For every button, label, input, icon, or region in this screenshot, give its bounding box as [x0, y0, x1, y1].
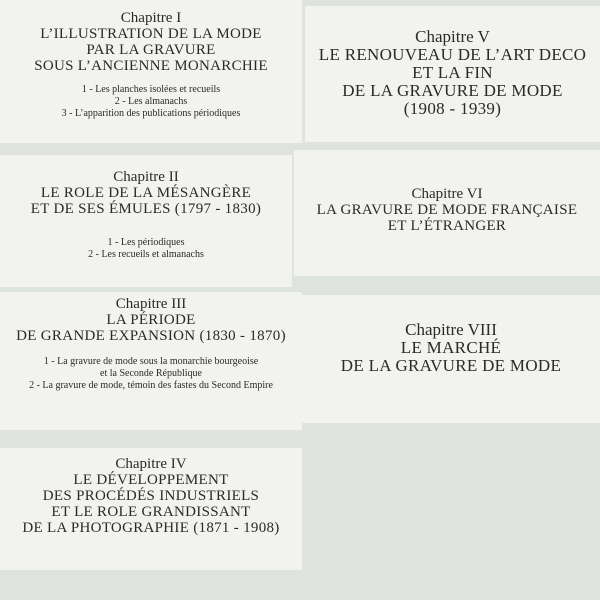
chapter-number: Chapitre VI [411, 186, 483, 202]
chapter-title-line: SOUS L’ANCIENNE MONARCHIE [34, 58, 268, 74]
chapter-number: Chapitre IV [115, 456, 187, 472]
subsection-item: 1 - La gravure de mode sous la monarchie bourgeoise [43, 356, 259, 367]
chapter-title-line: LE RENOUVEAU DE L’ART DECO [318, 45, 587, 64]
subsection-item: 2 - Les almanachs [114, 96, 188, 107]
chapter-title-line: ET L’ÉTRANGER [387, 218, 507, 234]
chapter-title-line: LE DÉVELOPPEMENT [73, 472, 229, 488]
subsection-item: 3 - L’apparition des publications périodiques [61, 108, 241, 119]
chapter-number: Chapitre VIII [405, 320, 497, 339]
chapter-number: Chapitre V [415, 27, 490, 46]
subsection-list [0, 84, 302, 120]
chapter-title-line: (1908 - 1939) [403, 99, 502, 118]
chapter-card-8 [302, 295, 600, 423]
chapter-number: Chapitre I [120, 10, 182, 26]
chapter-card-1 [0, 0, 302, 143]
chapter-title-line: DE LA PHOTOGRAPHIE (1871 - 1908) [22, 520, 280, 536]
chapter-title-line: DE LA GRAVURE DE MODE [340, 356, 562, 375]
subsection-item: et la Seconde République [100, 368, 202, 379]
subsection-list [0, 356, 302, 392]
chapter-card-4 [0, 448, 302, 570]
subsection-item: 1 - Les périodiques [107, 237, 185, 248]
chapter-title-line: DE LA GRAVURE DE MODE [342, 81, 563, 100]
subsection-list [0, 237, 292, 261]
chapter-card-6 [294, 150, 600, 276]
subsection-item: 1 - Les planches isolées et recueils [81, 84, 221, 95]
chapter-title-line: DE GRANDE EXPANSION (1830 - 1870) [16, 328, 286, 344]
chapter-number: Chapitre III [115, 296, 187, 312]
chapter-title-line: LE ROLE DE LA MÉSANGÈRE [40, 185, 252, 201]
chapter-title-line: LA GRAVURE DE MODE FRANÇAISE [316, 202, 578, 218]
chapter-title-line: ET DE SES ÉMULES (1797 - 1830) [30, 201, 262, 217]
chapter-title-line: PAR LA GRAVURE [86, 42, 216, 58]
subsection-item: 2 - Les recueils et almanachs [88, 249, 204, 260]
chapter-title-line: ET LA FIN [412, 63, 493, 82]
chapter-title-line: LA PÉRIODE [106, 312, 196, 328]
chapter-title-line: DES PROCÉDÉS INDUSTRIELS [42, 488, 260, 504]
chapter-title-line: LE MARCHÉ [400, 338, 502, 357]
chapter-card-3 [0, 292, 302, 430]
chapter-title-line: ET LE ROLE GRANDISSANT [51, 504, 251, 520]
chapter-card-5 [305, 6, 600, 142]
chapter-title-line: L’ILLUSTRATION DE LA MODE [40, 26, 262, 42]
chapter-number: Chapitre II [113, 169, 179, 185]
chapter-card-2 [0, 155, 292, 287]
subsection-item: 2 - La gravure de mode, témoin des fastes du Second Empire [29, 380, 273, 391]
